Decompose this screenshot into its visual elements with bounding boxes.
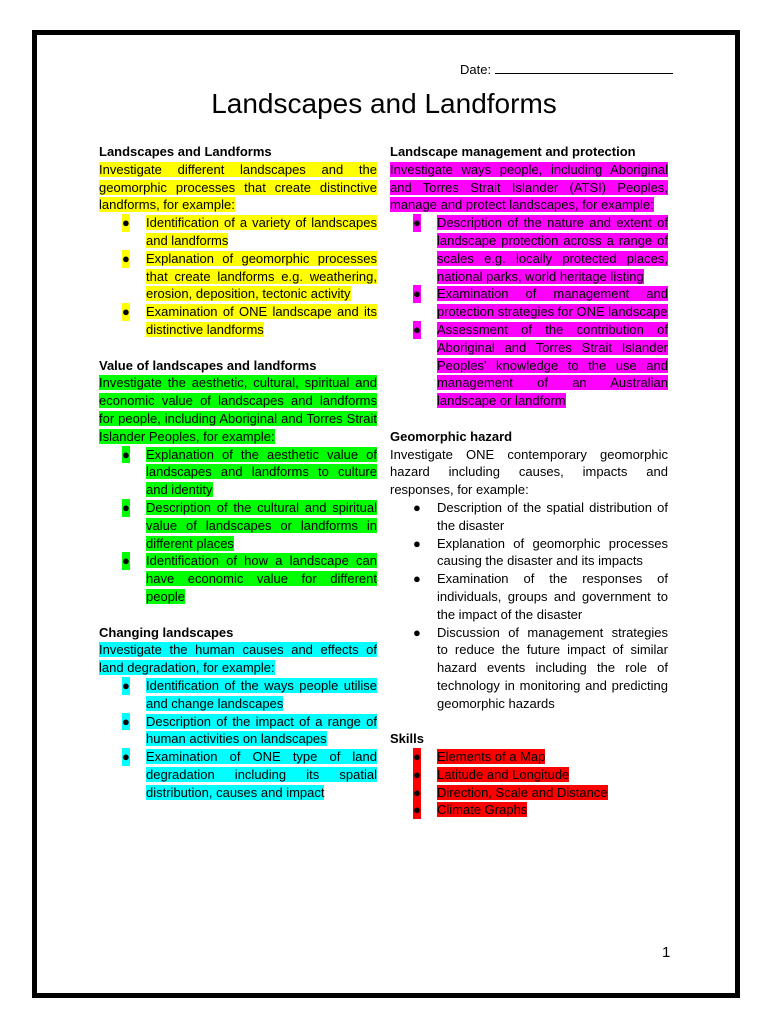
section-skills (390, 730, 668, 819)
section-intro: Investigate the aesthetic, cultural, spiritual and economic value of landscapes and landforms for people, including Aboriginal and Torres Strait Islander Peoples, for example: (99, 375, 377, 444)
date-label: Date: (460, 62, 492, 77)
bullet-icon: ● (413, 802, 421, 818)
section-title: Skills (390, 731, 424, 747)
list-item: ● Description of the impact of a range of human activities on landscapes (122, 713, 377, 747)
bullet-icon: ● (122, 499, 130, 515)
page-title: Landscapes and Landforms (211, 88, 557, 119)
bullet-list (99, 214, 377, 339)
bullet-icon: ● (122, 677, 130, 693)
right-column (390, 143, 668, 837)
bullet-icon: ● (413, 571, 421, 587)
bullet-icon: ● (413, 535, 421, 551)
section-title: Geomorphic hazard (390, 428, 513, 444)
bullet-list (390, 748, 668, 819)
page-number: 1 (662, 944, 671, 961)
bullet-icon: ● (413, 286, 421, 302)
bullet-icon: ● (122, 215, 130, 231)
section-intro: Investigate different landscapes and the geomorphic processes that create distinctive landforms, for example: (99, 161, 377, 213)
list-item: ● Description of the nature and extent of landscape protection across a range of scales e.g. locally protected places, national parks, world heritage listing (413, 215, 668, 284)
list-item: ● Explanation of geomorphic processes causing the disaster and its impacts (413, 535, 668, 569)
bullet-icon: ● (122, 250, 130, 266)
bullet-icon: ● (122, 749, 130, 765)
bullet-icon: ● (413, 784, 421, 800)
section-intro: Investigate the human causes and effects of land degradation, for example: (99, 642, 377, 676)
section-intro: Investigate ways people, including Aboriginal and Torres Strait Islander (ATSI) Peoples, manage and protect landscapes, for example: (390, 161, 668, 213)
bullet-icon: ● (413, 749, 421, 765)
list-item: ● Direction, Scale and Distance (413, 784, 608, 800)
list-item: ● Description of the cultural and spiritual value of landscapes or landforms in different places (122, 499, 377, 551)
section-geomorphic-hazard (390, 428, 668, 713)
bullet-icon: ● (413, 215, 421, 231)
section-changing-landscapes (99, 624, 377, 802)
list-item: ● Identification of the ways people utilise and change landscapes (122, 677, 377, 711)
bullet-icon: ● (413, 624, 421, 640)
list-item: ● Explanation of geomorphic processes that create landforms e.g. weathering, erosion, deposition, tectonic activity (122, 250, 377, 302)
list-item: ● Identification of how a landscape can have economic value for different people (122, 553, 377, 604)
list-item: ● Climate Graphs (413, 802, 528, 818)
list-item: ● Explanation of the aesthetic value of landscapes and landforms to culture and identity (122, 446, 377, 498)
list-item: ● Examination of management and protection strategies for ONE landscape (413, 286, 668, 320)
bullet-icon: ● (413, 321, 421, 337)
section-title: Landscapes and Landforms (99, 144, 272, 159)
list-item: ● Latitude and Longitude (413, 766, 570, 782)
section-landscape-management (390, 143, 668, 410)
bullet-icon: ● (413, 766, 421, 782)
section-title: Value of landscapes and landforms (99, 357, 317, 373)
list-item: ● Identification of a variety of landscapes and landforms (122, 215, 377, 248)
section-title: Changing landscapes (99, 624, 234, 640)
list-item: ● Examination of the responses of individuals, groups and government to the impact of the disaster (413, 571, 668, 622)
list-item: ● Examination of ONE type of land degradation including its spatial distribution, causes and impact (122, 749, 377, 800)
date-field (460, 61, 673, 77)
bullet-icon: ● (122, 446, 130, 462)
bullet-list (99, 446, 377, 606)
bullet-icon: ● (122, 304, 130, 320)
bullet-icon: ● (122, 553, 130, 569)
section-title: Landscape management and protection (390, 144, 636, 159)
section-intro: Investigate ONE contemporary geomorphic hazard including causes, impacts and responses, for example: (390, 446, 668, 498)
list-item: ● Elements of a Map (413, 749, 546, 765)
section-value-of-landscapes (99, 357, 377, 606)
list-item: ● Assessment of the contribution of Aboriginal and Torres Strait Islander Peoples' knowledge to the use and management of an Australian landscape or landform (413, 321, 668, 409)
bullet-list (390, 499, 668, 713)
bullet-list (99, 677, 377, 802)
bullet-icon: ● (413, 499, 421, 515)
bullet-list (390, 214, 668, 410)
left-column (99, 143, 377, 819)
section-landscapes-and-landforms (99, 143, 377, 339)
bullet-icon: ● (122, 713, 130, 729)
list-item: ● Discussion of management strategies to reduce the future impact of similar hazard events including the role of technology in monitoring and predicting geomorphic hazards (413, 624, 668, 711)
date-blank-line (495, 61, 673, 74)
list-item: ● Description of the spatial distribution of the disaster (413, 499, 668, 533)
list-item: ● Examination of ONE landscape and its distinctive landforms (122, 304, 377, 337)
